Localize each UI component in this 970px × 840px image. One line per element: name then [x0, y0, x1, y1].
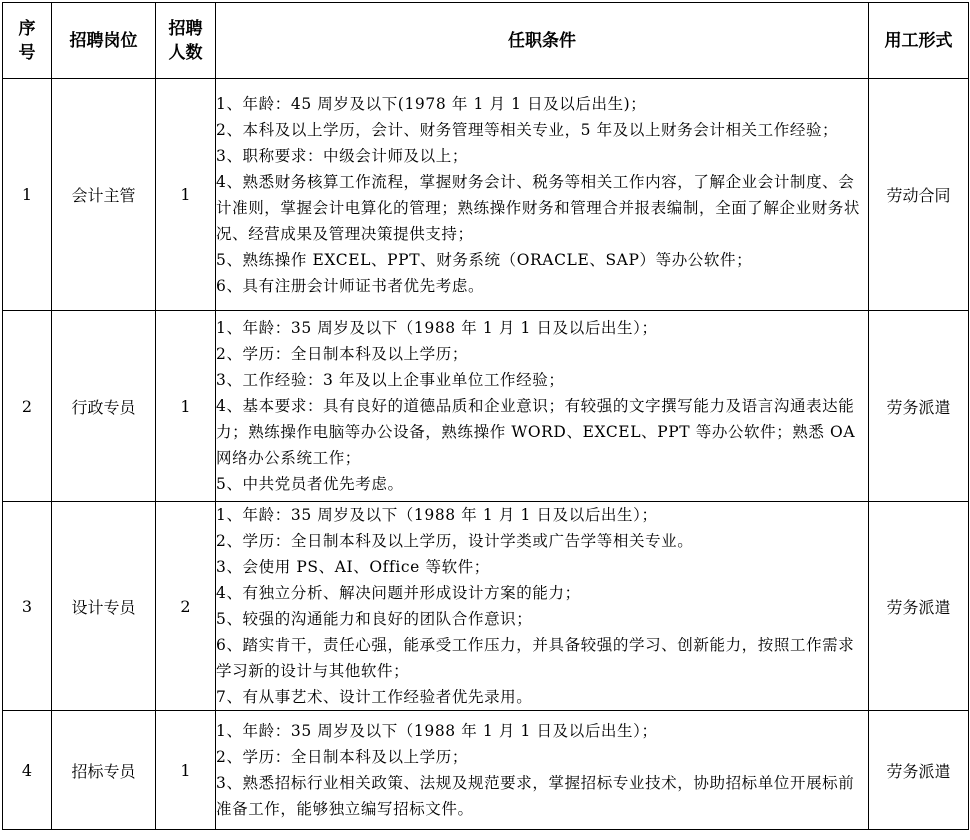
requirement-item: 2、学历：全日制本科及以上学历；	[216, 345, 468, 363]
row-position: 招标专员	[52, 711, 156, 830]
table-row	[3, 711, 969, 830]
row-requirements	[216, 79, 869, 311]
recruitment-table	[2, 2, 969, 830]
row-count: 1	[156, 711, 216, 830]
requirement-item: 2、学历：全日制本科及以上学历，设计学类或广告学等相关专业。	[216, 532, 694, 550]
row-employment: 劳务派遣	[869, 711, 969, 830]
row-position: 会计主管	[52, 79, 156, 311]
header-seq: 序号	[3, 3, 52, 79]
requirement-item: 7、有从事艺术、设计工作经验者优先录用。	[216, 688, 533, 706]
requirement-item: 5、较强的沟通能力和良好的团队合作意识；	[216, 610, 533, 628]
requirement-item: 6、踏实肯干，责任心强，能承受工作压力，并具备较强的学习、创新能力，按照工作需求学习新的设计与其他软件；	[216, 636, 855, 680]
requirement-item: 1、年龄：45 周岁及以下(1978 年 1 月 1 日及以后出生)；	[216, 94, 647, 113]
header-count: 招聘人数	[156, 3, 216, 79]
row-requirements	[216, 711, 869, 830]
requirement-item: 1、年龄：35 周岁及以下（1988 年 1 月 1 日及以后出生）；	[216, 319, 658, 337]
table-row	[3, 79, 969, 311]
table-row	[3, 311, 969, 502]
row-seq: 2	[3, 311, 52, 502]
requirement-item: 2、学历：全日制本科及以上学历；	[216, 748, 468, 766]
requirement-item: 4、基本要求：具有良好的道德品质和企业意识；有较强的文字撰写能力及语言沟通表达能力；熟练操作电脑等办公设备，熟练操作 WORD、EXCEL、PPT 等办公软件；熟悉 OA 网络办公系统工作；	[216, 397, 856, 467]
requirement-item: 1、年龄：35 周岁及以下（1988 年 1 月 1 日及以后出生）；	[216, 506, 658, 524]
row-employment: 劳务派遣	[869, 502, 969, 711]
requirement-item: 5、中共党员者优先考虑。	[216, 475, 404, 493]
requirement-item: 4、有独立分析、解决问题并形成设计方案的能力；	[216, 584, 581, 602]
row-employment: 劳务派遣	[869, 311, 969, 502]
requirement-item: 5、熟练操作 EXCEL、PPT、财务系统（ORACLE、SAP）等办公软件；	[216, 250, 753, 269]
requirement-item: 3、工作经验：3 年及以上企事业单位工作经验；	[216, 371, 565, 389]
requirement-item: 4、熟悉财务核算工作流程，掌握财务会计、税务等相关工作内容，了解企业会计制度、会计准则，掌握会计电算化的管理；熟练操作财务和管理合并报表编制，全面了解企业财务状况、经营成果及管理决策提供支持；	[216, 172, 861, 243]
table-header-row	[3, 3, 969, 79]
row-position: 行政专员	[52, 311, 156, 502]
row-employment: 劳动合同	[869, 79, 969, 311]
row-count: 1	[156, 79, 216, 311]
requirement-item: 3、职称要求：中级会计师及以上；	[216, 146, 468, 165]
header-requirements: 任职条件	[216, 3, 869, 79]
row-count: 1	[156, 311, 216, 502]
header-employment: 用工形式	[869, 3, 969, 79]
row-requirements	[216, 311, 869, 502]
requirement-item: 2、本科及以上学历，会计、财务管理等相关专业，5 年及以上财务会计相关工作经验；	[216, 120, 839, 139]
requirement-item: 1、年龄：35 周岁及以下（1988 年 1 月 1 日及以后出生）；	[216, 722, 658, 740]
row-requirements	[216, 502, 869, 711]
requirement-item: 3、熟悉招标行业相关政策、法规及规范要求，掌握招标专业技术，协助招标单位开展标前准备工作，能够独立编写招标文件。	[216, 774, 855, 818]
row-seq: 1	[3, 79, 52, 311]
row-seq: 4	[3, 711, 52, 830]
row-position: 设计专员	[52, 502, 156, 711]
row-count: 2	[156, 502, 216, 711]
row-seq: 3	[3, 502, 52, 711]
requirement-item: 6、具有注册会计师证书者优先考虑。	[216, 276, 485, 295]
table-row	[3, 502, 969, 711]
header-position: 招聘岗位	[52, 3, 156, 79]
requirement-item: 3、会使用 PS、AI、Office 等软件；	[216, 558, 490, 576]
